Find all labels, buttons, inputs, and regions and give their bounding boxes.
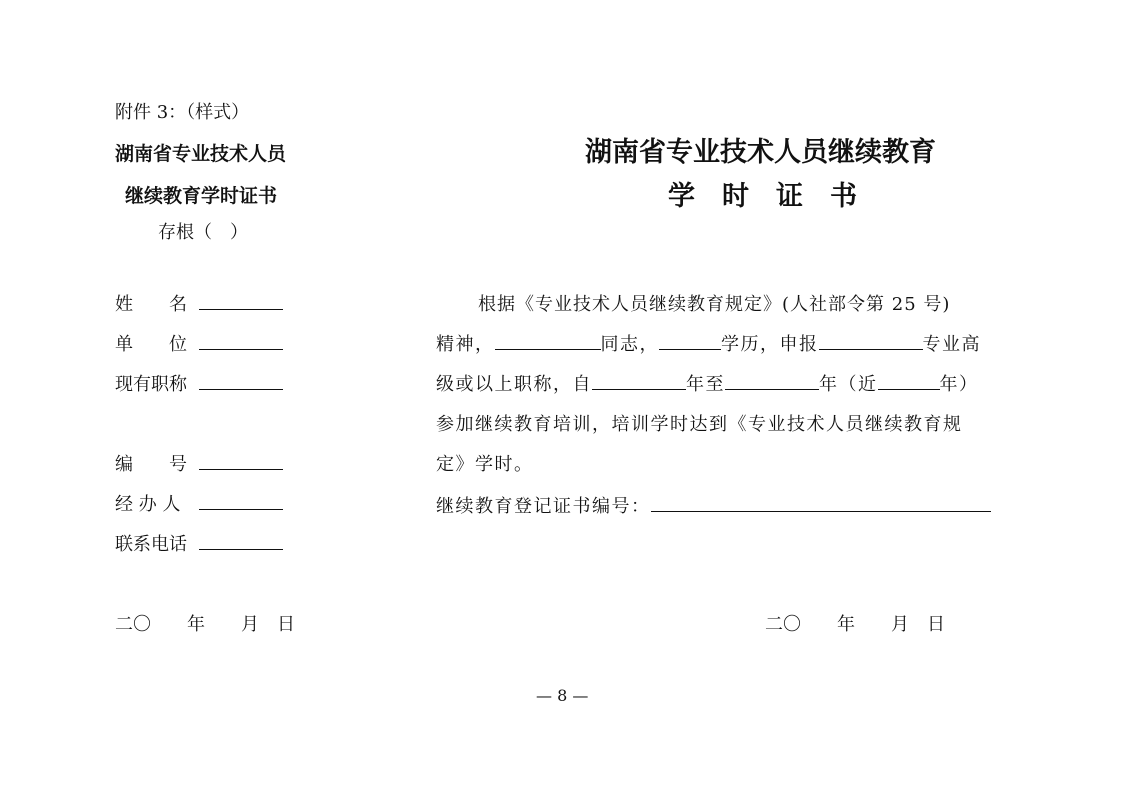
certificate-title-line1: 湖南省专业技术人员继续教育 <box>585 137 936 168</box>
specialty-blank[interactable] <box>819 348 923 350</box>
stub-field-unit <box>115 330 283 356</box>
registration-number-blank[interactable] <box>651 510 991 512</box>
stub-field-handler <box>115 490 283 516</box>
attachment-label: 附件 3：（样式） <box>115 102 250 123</box>
stub-field-title <box>115 370 283 396</box>
education-blank[interactable] <box>659 348 721 350</box>
text: 级或以上职称，自 <box>436 374 592 395</box>
text: 年至 <box>686 374 725 395</box>
certificate-title-line2: 学 时 证 书 <box>668 181 857 212</box>
cert-paragraph-line5: 定》学时。 <box>436 454 534 475</box>
start-year-blank[interactable] <box>592 388 686 390</box>
stub-date: 二〇 年 月 日 <box>115 614 295 635</box>
field-label: 经 办 人 <box>115 494 181 515</box>
recent-years-blank[interactable] <box>878 388 940 390</box>
text: 年（近 <box>819 374 878 395</box>
stub-title-line2: 继续教育学时证书 <box>125 185 278 207</box>
text: 继续教育登记证书编号： <box>436 496 651 517</box>
number-blank[interactable] <box>199 468 283 470</box>
certificate-date: 二〇 年 月 日 <box>765 614 945 635</box>
phone-blank[interactable] <box>199 548 283 550</box>
page-number: — 8 — <box>536 686 589 705</box>
cert-registration-number <box>436 492 991 518</box>
field-label: 单 位 <box>115 334 187 355</box>
stub-field-phone <box>115 530 283 556</box>
text: 精神， <box>436 334 495 355</box>
name-blank[interactable] <box>199 308 283 310</box>
stub-label: 存根（ ） <box>158 222 248 243</box>
title-blank[interactable] <box>199 388 283 390</box>
field-label: 姓 名 <box>115 294 187 315</box>
unit-blank[interactable] <box>199 348 283 350</box>
text: 同志， <box>600 334 659 355</box>
cert-paragraph-line2 <box>436 330 981 356</box>
end-year-blank[interactable] <box>725 388 819 390</box>
text: 学历，申报 <box>721 334 819 355</box>
stub-title-line1: 湖南省专业技术人员 <box>115 143 287 165</box>
text: 年） <box>939 374 979 395</box>
field-label: 联系电话 <box>115 534 187 555</box>
cert-paragraph-line4: 参加继续教育培训，培训学时达到《专业技术人员继续教育规 <box>436 414 963 435</box>
cert-paragraph-line1: 根据《专业技术人员继续教育规定》(人社部令第 25 号) <box>478 294 951 315</box>
stub-field-name <box>115 290 283 316</box>
text: 专业高 <box>922 334 981 355</box>
field-label: 现有职称 <box>115 374 187 395</box>
person-blank[interactable] <box>495 348 601 350</box>
stub-field-number <box>115 450 283 476</box>
handler-blank[interactable] <box>199 508 283 510</box>
field-label: 编 号 <box>115 454 187 475</box>
cert-paragraph-line3 <box>436 370 979 396</box>
